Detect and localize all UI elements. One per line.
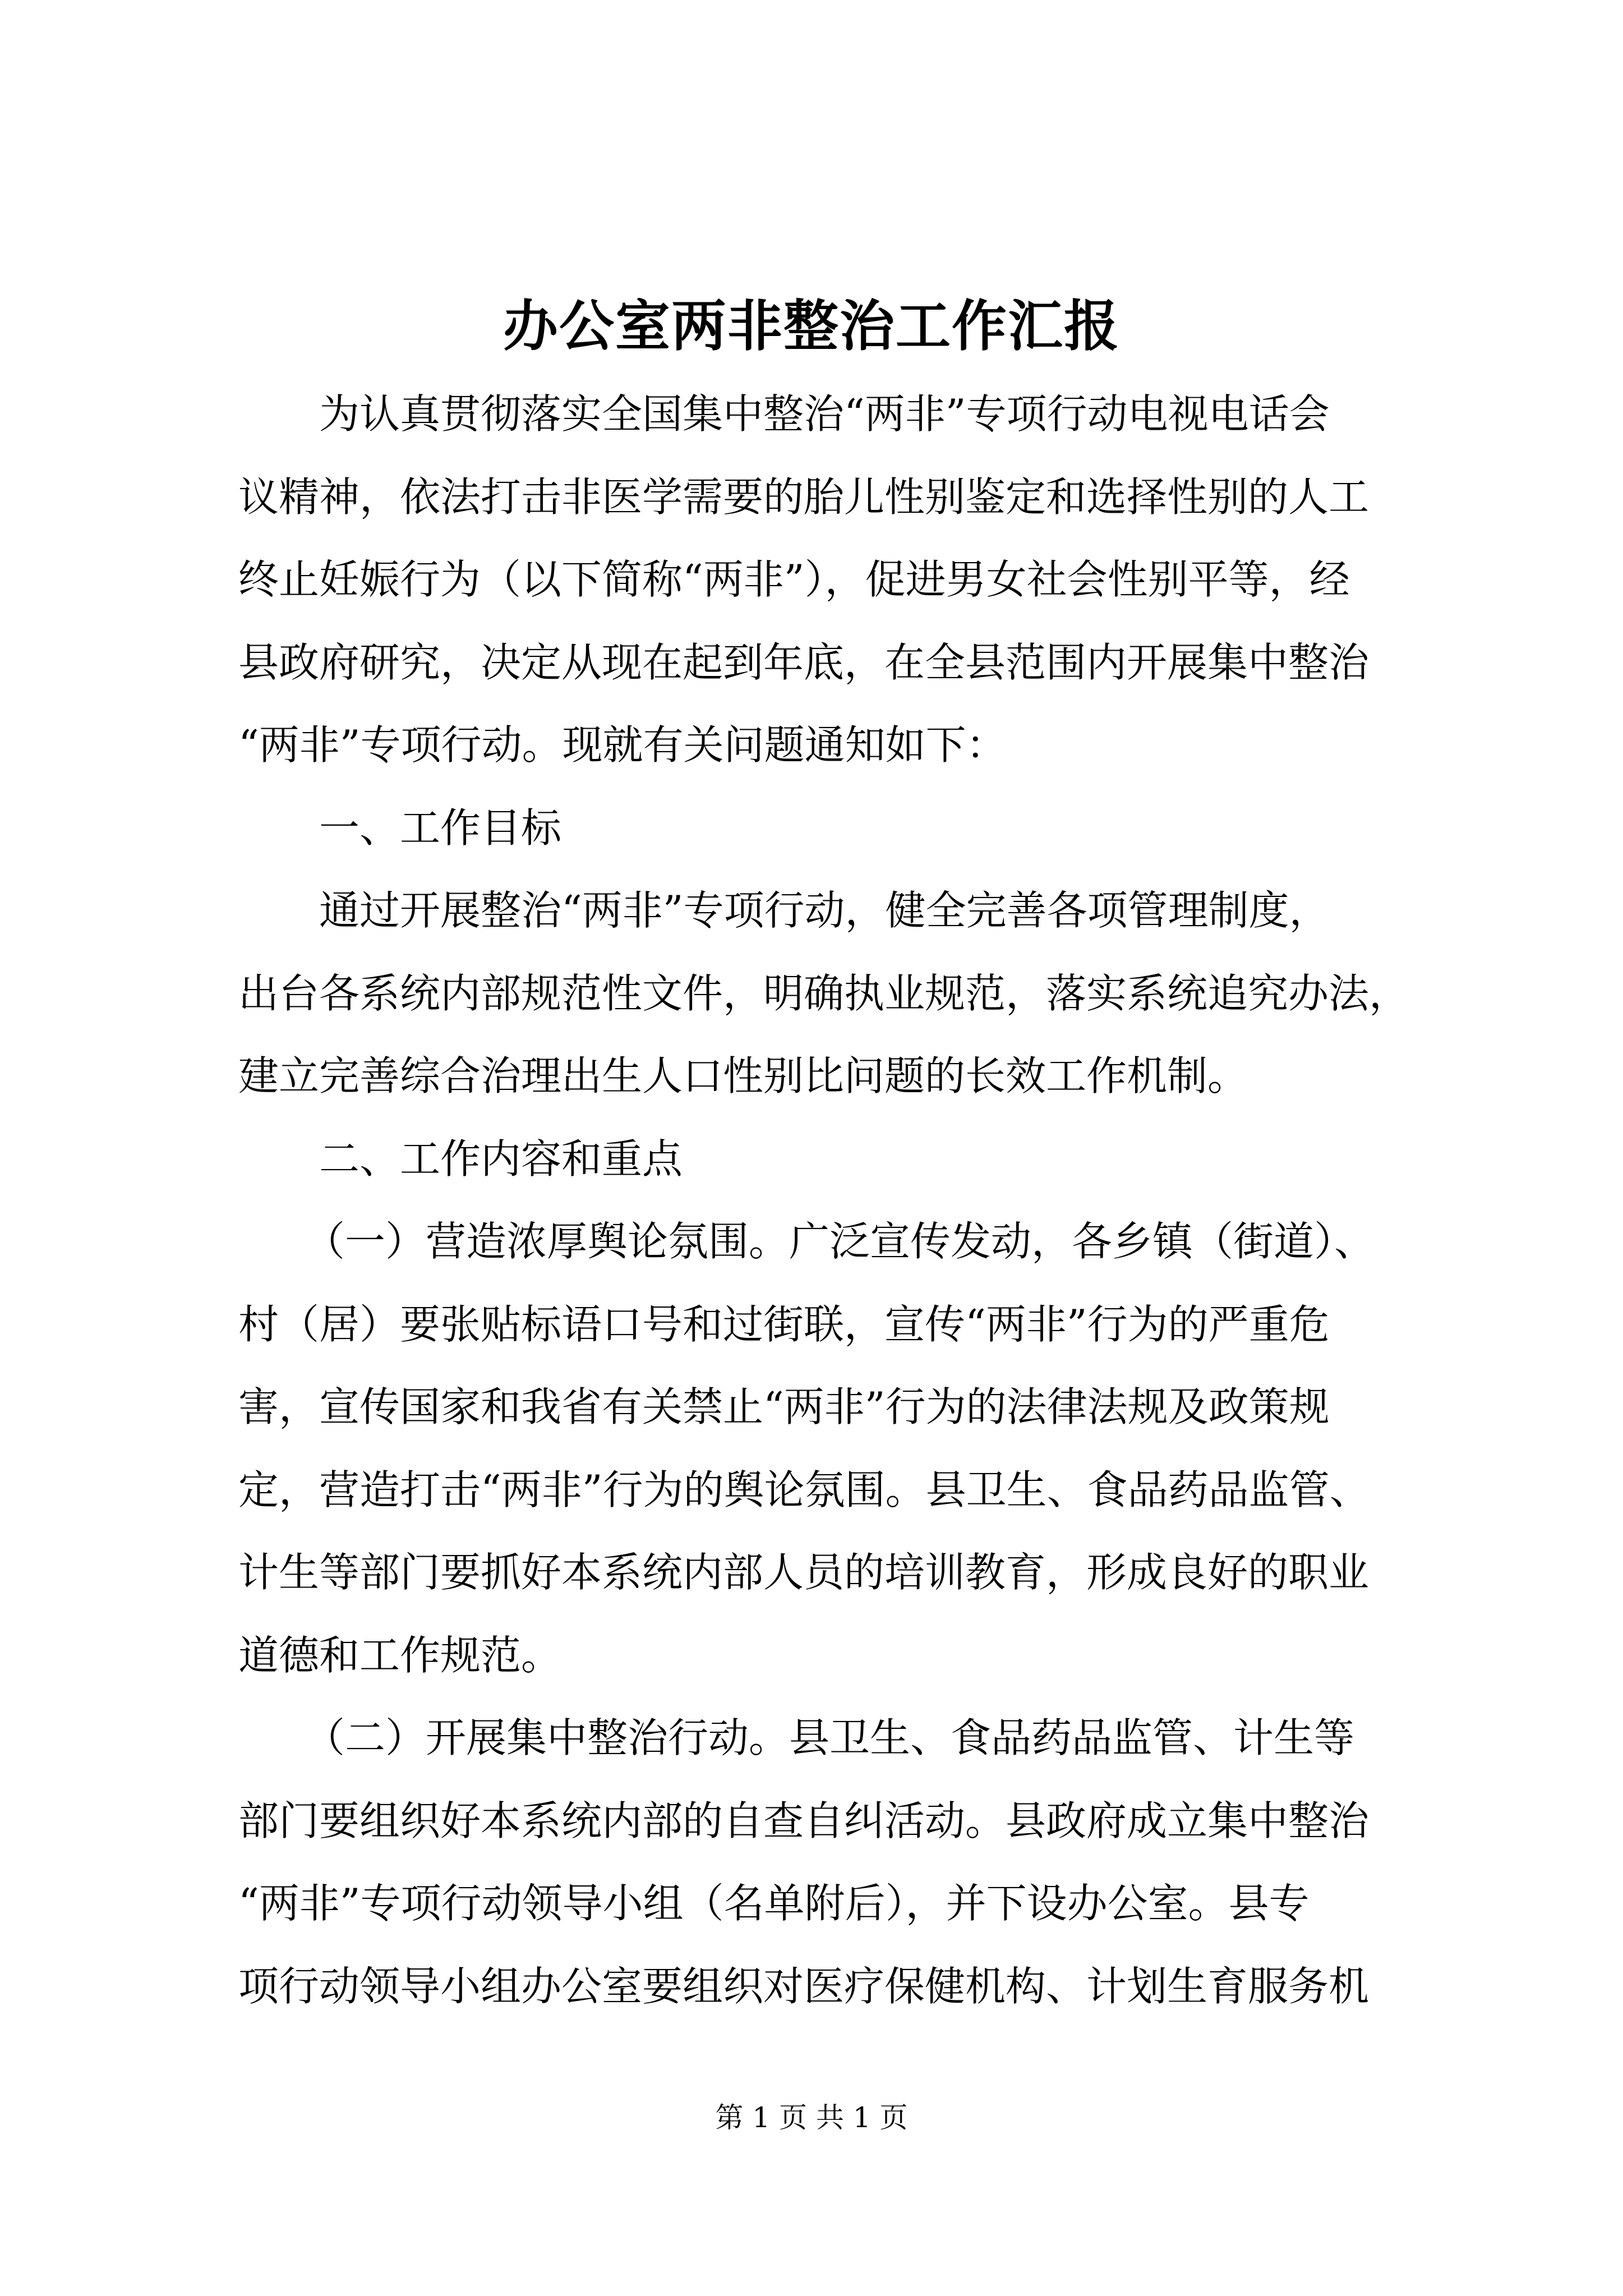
paragraph-line: 县政府研究，决定从现在起到年底，在全县范围内开展集中整治 [238,638,1370,686]
paragraph-line: 害，宣传国家和我省有关禁止“两非”行为的法律法规及政策规 [238,1383,1330,1430]
paragraph-line: 议精神，依法打击非医学需要的胎儿性别鉴定和选择性别的人工 [238,473,1370,521]
paragraph-line: 建立完善综合治理出生人口性别比问题的长效工作机制。 [238,1052,1248,1099]
paragraph-line: 终止妊娠行为（以下简称“两非”），促进男女社会性别平等，经 [238,556,1350,603]
paragraph-line: 为认真贯彻落实全国集中整治“两非”专项行动电视电话会 [319,390,1330,438]
paragraph-line: 部门要组织好本系统内部的自查自纠活动。县政府成立集中整治 [238,1797,1370,1844]
paragraph-line: （一）营造浓厚舆论氛围。广泛宣传发动，各乡镇（街道）、 [305,1218,1375,1265]
document-title: 办公室两非整治工作汇报 [502,295,1120,358]
paragraph-line: “两非”专项行动。现就有关问题通知如下： [238,721,1007,769]
paragraph-line: “两非”专项行动领导小组（名单附后），并下设办公室。县专 [238,1880,1310,1927]
section-heading: 一、工作目标 [319,804,562,852]
section-heading: 二、工作内容和重点 [319,1135,683,1182]
page-footer: 第 1 页 共 1 页 [715,2101,908,2134]
document-body [238,373,1422,2028]
paragraph-line: 出台各系统内部规范性文件，明确执业规范，落实系统追究办法， [238,969,1410,1017]
paragraph-line: 通过开展整治“两非”专项行动，健全完善各项管理制度， [319,887,1330,934]
paragraph-line: 计生等部门要抓好本系统内部人员的培训教育，形成良好的职业 [238,1549,1370,1596]
paragraph-line: 道德和工作规范。 [238,1631,562,1679]
paragraph-line: （二）开展集中整治行动。县卫生、食品药品监管、计生等 [305,1714,1355,1761]
paragraph-line: 村（居）要张贴标语口号和过街联，宣传“两非”行为的严重危 [238,1300,1330,1348]
paragraph-line: 定，营造打击“两非”行为的舆论氛围。县卫生、食品药品监管、 [238,1466,1370,1513]
paragraph-line: 项行动领导小组办公室要组织对医疗保健机构、计划生育服务机 [238,1962,1370,2010]
